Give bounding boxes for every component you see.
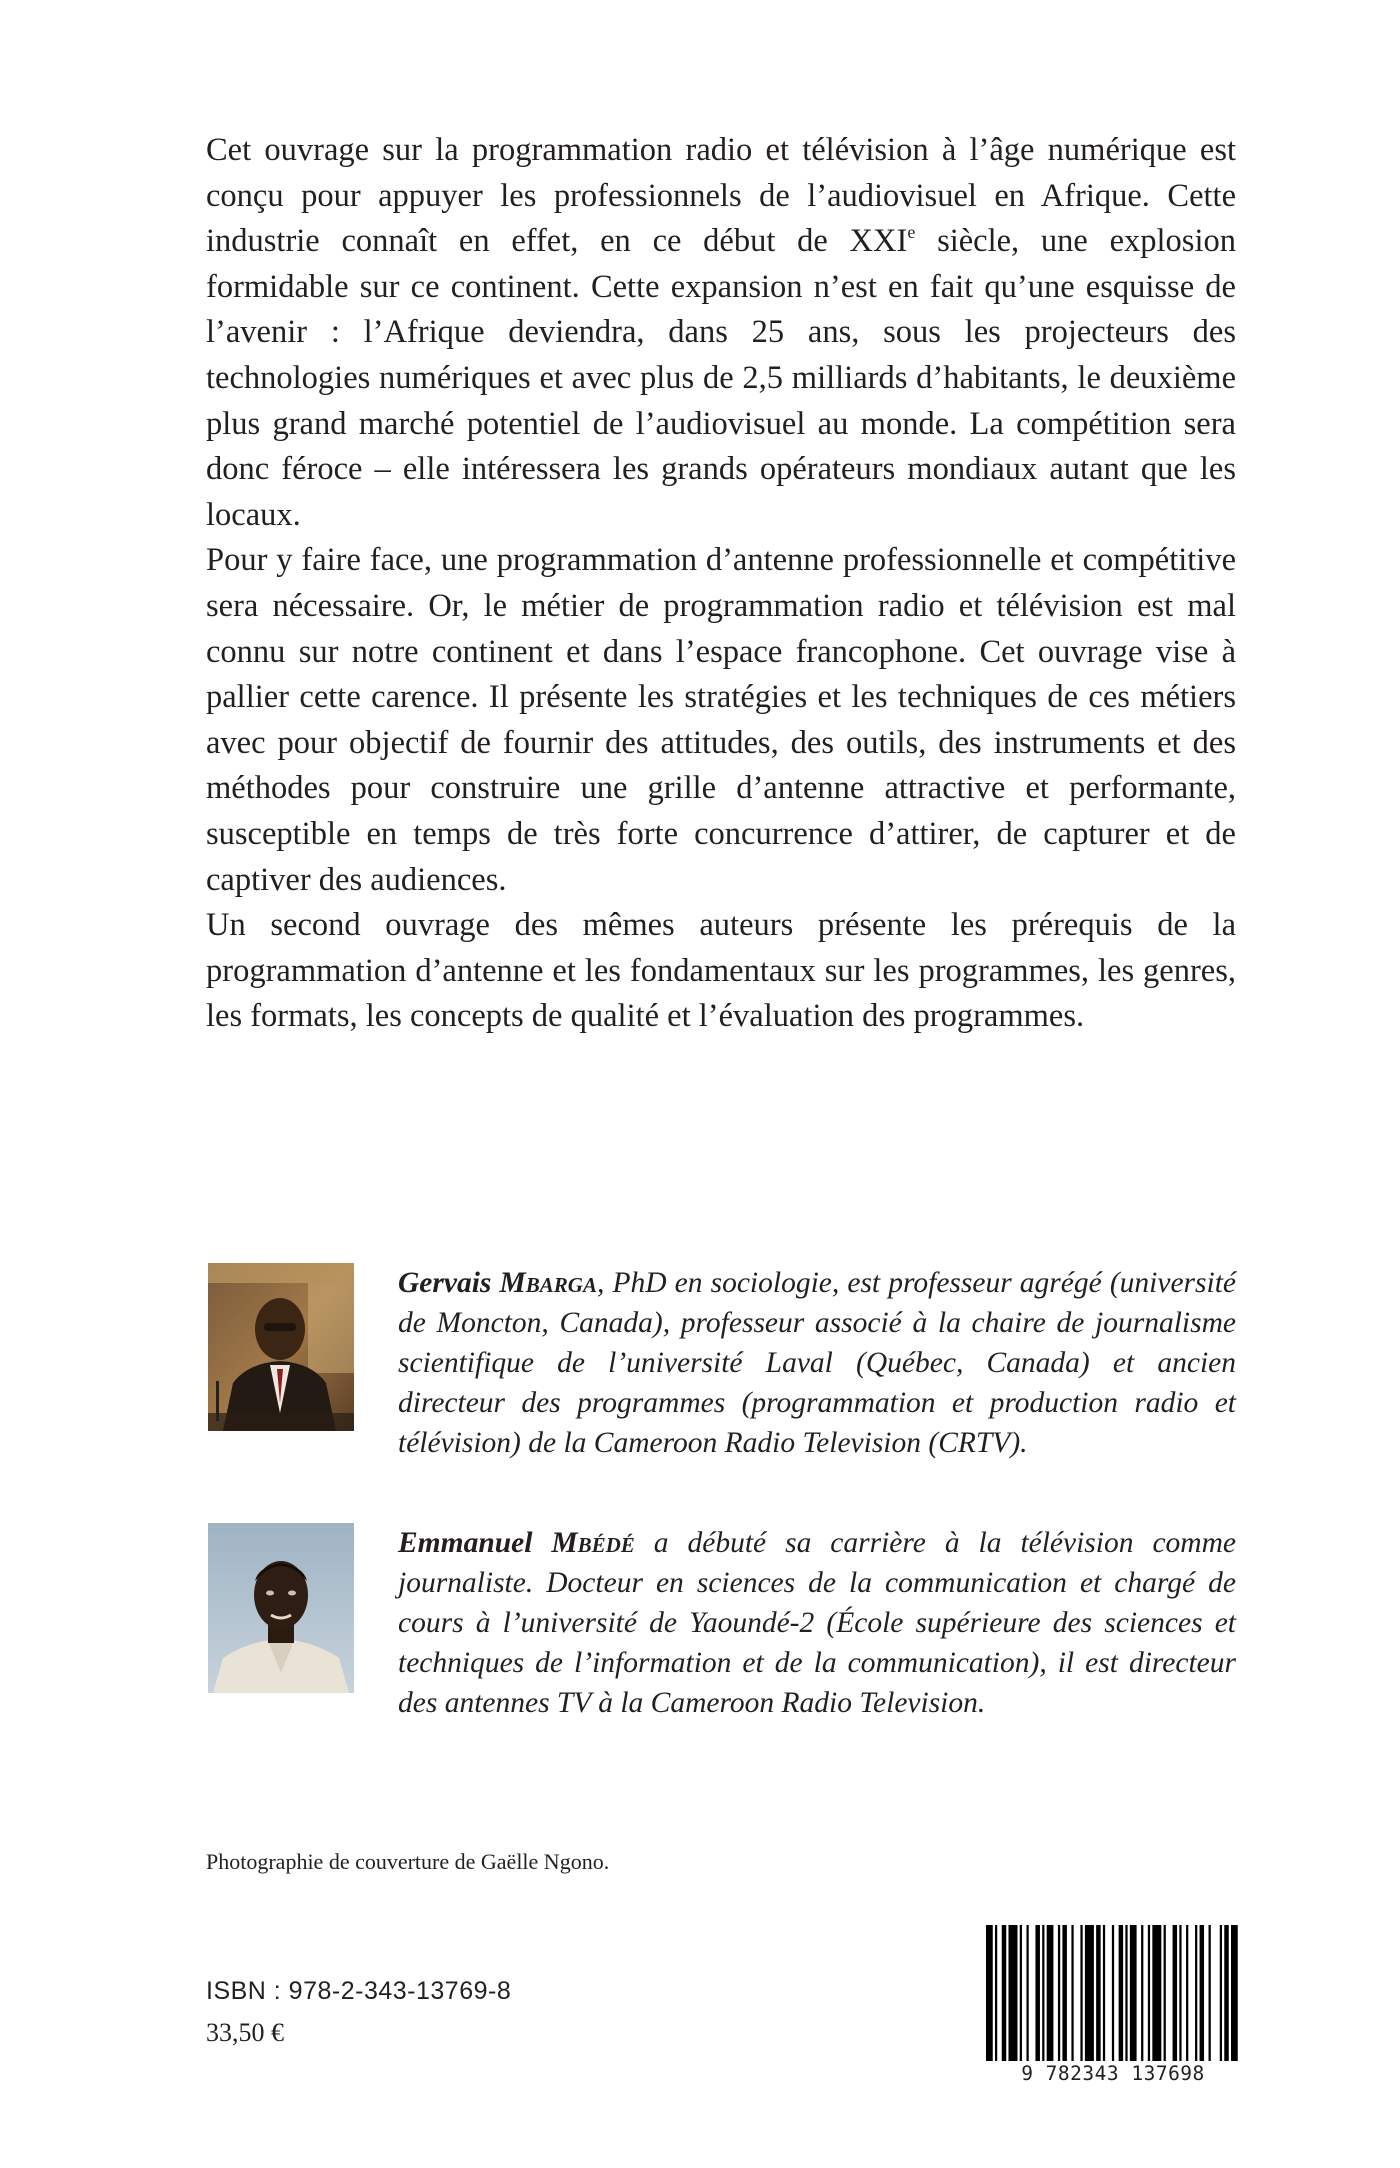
portrait-image — [208, 1523, 354, 1693]
author-photo-gervais-mbarga — [208, 1263, 354, 1431]
barcode-bar — [1173, 1925, 1178, 2061]
author-first-name: Emmanuel — [398, 1527, 533, 1559]
isbn: ISBN : 978-2-343-13769-8 — [206, 1977, 512, 2005]
barcode-icon — [986, 1925, 1240, 2061]
barcode-bar — [1195, 1925, 1197, 2061]
barcode-bar — [1186, 1925, 1188, 2061]
barcode-bar — [1080, 1925, 1082, 2061]
portrait-image — [208, 1263, 354, 1431]
barcode-bar — [1058, 1925, 1060, 2061]
barcode-bar — [1209, 1925, 1211, 2061]
photo-credit: Photographie de couverture de Gaëlle Ngono. — [206, 1849, 610, 1874]
barcode-bar — [1035, 1925, 1040, 2061]
barcode-bar — [986, 1925, 993, 2061]
summary-paragraph-3: Un second ouvrage des mêmes auteurs présente les prérequis de la programmation d’antenne et les fondamentaux sur les programmes, les genres, les formats, les concepts de qualité et l’évaluation des programmes. — [206, 907, 1236, 1035]
summary-paragraph-2: Pour y faire face, une programmation d’antenne professionnelle et compétitive sera nécessaire. Or, le métier de programmation radio et télévision est mal connu sur notre continent et dans l’espace francophone. Cet ouvrage vise à pallier cette carence. Il présente les stratégies et les techniques de ces métiers avec pour objectif de fournir des attitudes, des outils, des instruments et des méthodes pour construire une grille d’antenne attractive et performante, susceptible en temps de très forte concurrence d’attirer, de capturer et de captiver des audiences. — [206, 542, 1236, 898]
barcode-bar — [1179, 1925, 1181, 2061]
barcode-bar — [995, 1925, 997, 2061]
barcode-bar — [1042, 1925, 1044, 2061]
author-photo-emmanuel-mbede — [208, 1523, 354, 1693]
barcode-bar — [1047, 1925, 1054, 2061]
author-last-name: Mbarga — [499, 1267, 597, 1299]
century-superscript: e — [907, 222, 916, 243]
author-bio-gervais-mbarga — [398, 1263, 1236, 1463]
barcode-bar — [1125, 1925, 1127, 2061]
barcode-bar — [1220, 1925, 1222, 2061]
barcode-bar — [1020, 1925, 1022, 2061]
barcode-bar — [1141, 1925, 1143, 2061]
barcode-bar — [1224, 1925, 1229, 2061]
barcode-bar — [1062, 1925, 1067, 2061]
barcode-bar — [1002, 1925, 1007, 2061]
barcode-bar — [1103, 1925, 1105, 2061]
barcode-bar — [1085, 1925, 1094, 2061]
barcode-bar — [1119, 1925, 1124, 2061]
barcode-digits: 9 782343 137698 — [1021, 2062, 1205, 2085]
barcode-bar — [1164, 1925, 1166, 2061]
summary-paragraph-1: Cet ouvrage sur la programmation radio et télévision à l’âge numérique est conçu pour appuyer les professionnels de l’audiovisuel en Afrique. Cette industrie connaît en effet, en ce début de XXIe siècle, une explosion formidable sur ce continent. Cette expansion n’est en fait qu’une esquisse de l’avenir : l’Afrique deviendra, dans 25 ans, sous les projecteurs des technologies numériques et avec plus de 2,5 milliards d’habitants, le deuxième plus grand marché potentiel de l’audiovisuel au monde. La compétition sera donc féroce – elle intéressera les grands opérateurs mondiaux autant que les locaux. — [206, 132, 1236, 533]
price: 33,50 € — [206, 2018, 284, 2047]
barcode-bar — [1200, 1925, 1205, 2061]
barcode-bar — [1026, 1925, 1028, 2061]
barcode-bar — [1148, 1925, 1150, 2061]
back-cover-summary — [206, 128, 1236, 1040]
barcode-bar — [1231, 1925, 1238, 2061]
barcode-bar — [1008, 1925, 1017, 2061]
barcode-bar — [1096, 1925, 1101, 2061]
author-bio-text: a débuté sa carrière à la télévision comme journaliste. Docteur en sciences de la communication et chargé de cours à l’université de Yaoundé-2 (École supérieure des sciences et techniques de l’information et de la communication), il est directeur des antennes TV à la Cameroon Radio Television. — [398, 1527, 1236, 1719]
barcode-bar — [1071, 1925, 1073, 2061]
author-bio-emmanuel-mbede — [398, 1523, 1236, 1723]
author-bio-text: , PhD en sociologie, est professeur agrégé (université de Moncton, Canada), professeur associé à la chaire de journalisme scientifique de l’université Laval (Québec, Canada) et ancien directeur des programmes (programmation et production radio et télévision) de la Cameroon Radio Television (CRTV). — [398, 1267, 1236, 1459]
author-last-name: Mbédé — [551, 1527, 635, 1559]
barcode-bar — [1130, 1925, 1137, 2061]
barcode-bar — [1152, 1925, 1161, 2061]
barcode-bar — [1112, 1925, 1114, 2061]
author-first-name: Gervais — [398, 1267, 492, 1299]
